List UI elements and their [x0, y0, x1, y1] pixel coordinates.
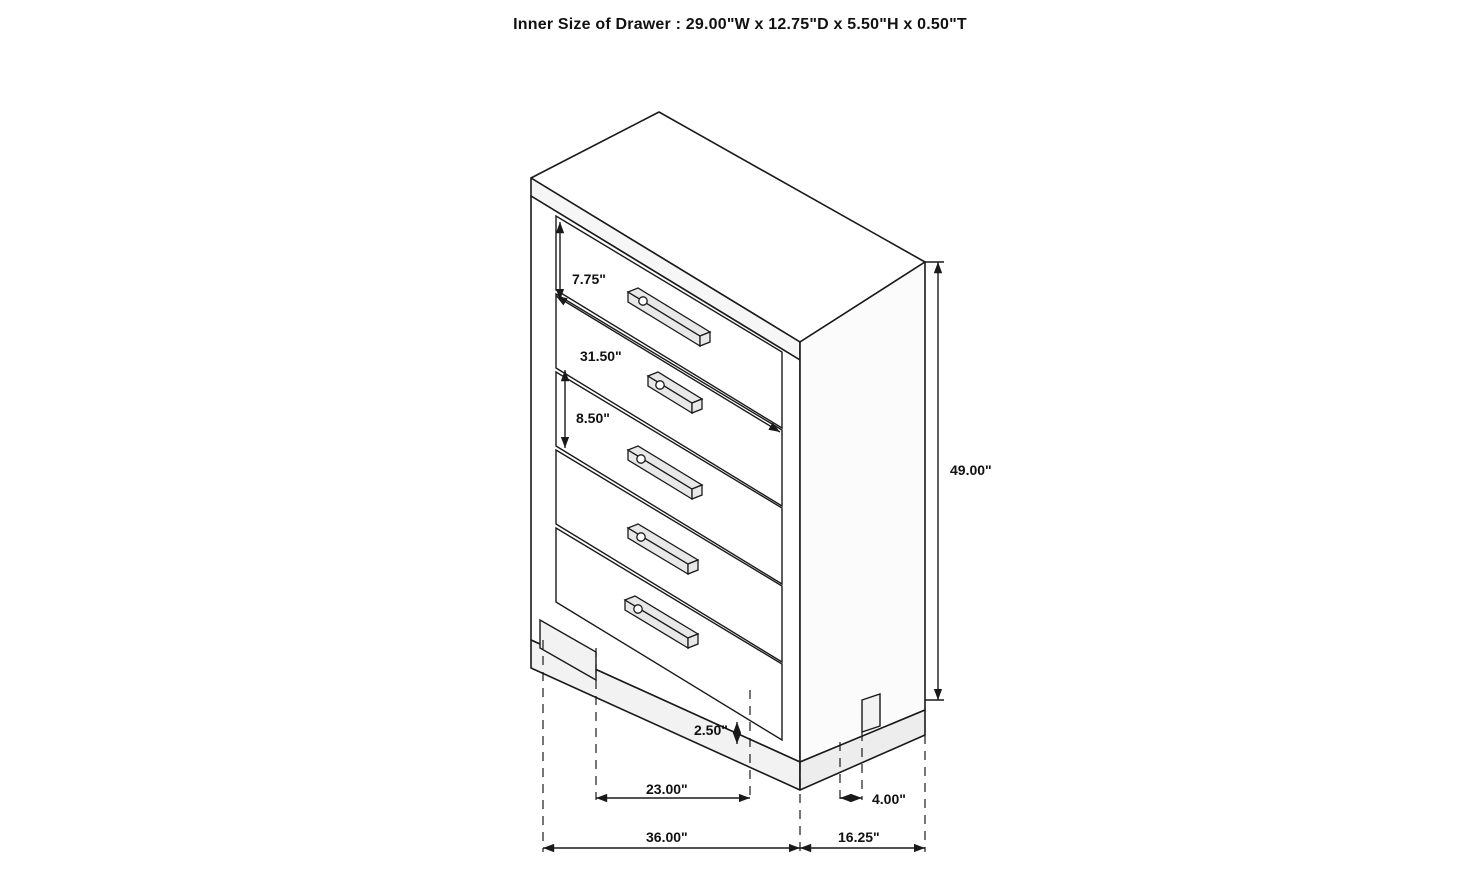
page-title: Inner Size of Drawer : 29.00"W x 12.75"D x 5.50"H x 0.50"T	[513, 16, 967, 33]
dimension-label-2-50: 2.50"	[694, 722, 728, 738]
dimension-label-36-00: 36.00"	[646, 829, 688, 845]
dimension-label-49-00: 49.00"	[950, 462, 992, 478]
dimension-label-31-50: 31.50"	[580, 348, 622, 364]
dimension-label-16-25: 16.25"	[838, 829, 880, 845]
dimension-label-7-75: 7.75"	[572, 271, 606, 287]
dimension-label-23-00: 23.00"	[646, 781, 688, 797]
dimension-label-8-50: 8.50"	[576, 410, 610, 426]
dimension-label-4-00: 4.00"	[872, 791, 906, 807]
